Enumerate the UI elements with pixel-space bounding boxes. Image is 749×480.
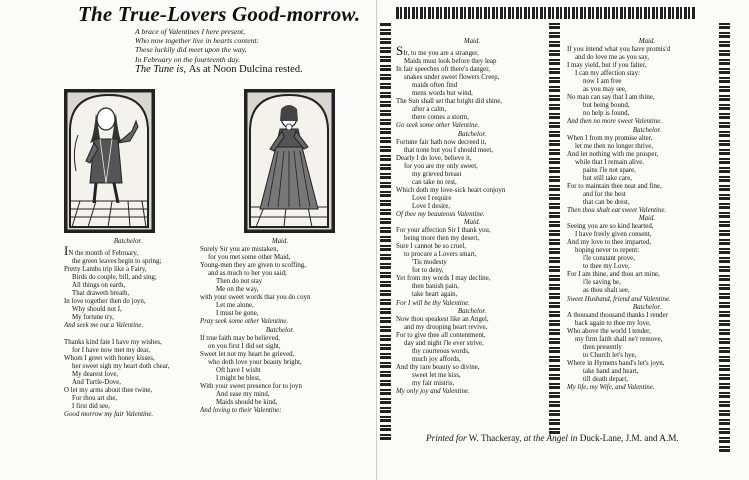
verse-line: mens words but wind, (412, 90, 473, 98)
verse-line: And thy rare beauty so divine, (396, 363, 480, 371)
verse-line: hoping never to repent: (575, 247, 640, 255)
verse-line: If you intend what you have promis'd (567, 46, 671, 54)
verse-line-text: N the month of February, (68, 250, 139, 258)
verse-line: Let me alone, (216, 302, 254, 310)
verse-line: then banish pain, (412, 283, 459, 291)
verse-line: Whom I greet with honey kisses, (64, 354, 155, 362)
intro-line: A brace of Valentines I here present, (135, 27, 246, 36)
refrain-line: Then thou shalt eat sweet Valentine. (567, 206, 667, 214)
verse-column-4 (567, 38, 727, 392)
ballad-title: The True-Lovers Good-morrow. (78, 2, 361, 26)
verse-line: Birds do couple, bill, and sing; (72, 274, 157, 282)
verse-line: Maids must look before they leap (404, 58, 497, 66)
verse-line: my grieved breast (412, 170, 462, 178)
refrain-line: And then no more sweet Valentine. (567, 118, 663, 126)
woman-woodcut-illustration (246, 91, 333, 231)
verse-line: In love together then do joyn, (64, 298, 146, 306)
verse-column-2 (200, 238, 360, 415)
verse-line: Pretty Lambs trip like a Fairy, (64, 266, 147, 274)
refrain-line: And seek me out a Valentine. (64, 322, 144, 330)
verse-line: The Sun shall set that bright did shine, (396, 98, 503, 106)
verse-line: no help is found, (583, 110, 630, 118)
verse-line: Sure I cannot be so cruel, (396, 243, 467, 251)
verse-line: I might be blest, (216, 374, 261, 382)
verse-line: For I am thine, and thou art mine, (567, 271, 660, 279)
speaker-heading: Batchelor. (113, 238, 143, 245)
verse-line: and my drooping heart revive, (404, 323, 488, 331)
refrain-line: Go seek some other Valentine. (396, 122, 480, 130)
verse-line: I can my affection stay: (575, 70, 640, 78)
verse-line: I have freely given consent, (575, 231, 652, 239)
verse-line: day and night i'le ever strive, (404, 339, 484, 347)
verse-line: Surely Sir you are mistaken, (200, 246, 279, 254)
verse-line: my firm faith shall ne'r remove, (575, 335, 663, 343)
verse-line: after a calm, (412, 106, 447, 114)
verse-line: Yet from my words I may decline, (396, 275, 491, 283)
ornamental-border-top (396, 7, 696, 19)
intro-verse (135, 27, 259, 64)
speaker-heading: Maid. (638, 38, 656, 45)
verse-line: Young-men they are given to scoffing, (200, 262, 306, 270)
verse-line: Love I desire, (412, 202, 451, 210)
verse-line: maids often find (412, 82, 458, 90)
verse-line: but still take care, (583, 174, 632, 182)
speaker-heading: Batchelor. (457, 130, 487, 138)
verse-line: take heart again, (412, 291, 458, 299)
verse-line: 'Tis modesty (412, 259, 447, 267)
verse-line: to thee my Love, (583, 263, 630, 271)
verse-line: For thou art she, (72, 394, 118, 402)
drop-cap: I (64, 243, 69, 259)
verse-line: back again to thee my love, (575, 319, 651, 327)
verse-line: No man can say that I am thine, (567, 94, 655, 102)
verse-line: pains i'le not spare, (583, 166, 636, 174)
verse-line: For your affection Sir I thank you, (396, 227, 491, 235)
verse-line: now I am free (583, 78, 622, 86)
stanza-gap (64, 331, 192, 339)
man-woodcut-illustration (66, 91, 153, 231)
verse-line: then presently (583, 343, 622, 351)
intro-line: These luckily did meet upon the way, (135, 45, 247, 55)
verse-line: Why should not I, (72, 306, 122, 314)
tune-line (135, 64, 303, 75)
verse-line: snakes under sweet flowers Creep, (404, 74, 500, 82)
verse-line: as thou shalt see, (583, 287, 630, 295)
verse-line: for you are my only sweet, (404, 162, 478, 170)
verse-line: And ease my mind, (216, 390, 270, 398)
verse-line: for I have now met my dear, (72, 346, 150, 354)
verse-line: For to maintain thee neat and fine, (567, 182, 662, 190)
verse-line: Oft have I wisht (216, 366, 261, 374)
woman-woodcut (244, 89, 335, 233)
verse-line: and do love me as you say, (575, 54, 649, 62)
verse-line: I first did see, (72, 402, 110, 410)
verse-line: Which doth my love-sick heart conjoyn (396, 186, 506, 194)
speaker-heading: Batchelor. (632, 303, 662, 311)
verse-line: my fair mistris, (412, 379, 455, 387)
verse-line: as you may see, (583, 86, 627, 94)
verse-line: for to deny, (412, 267, 444, 275)
refrain-line: Sweet Husband, friend and Valentine. (567, 295, 671, 303)
verse-line: Fortune fair hath now decreed it, (396, 138, 487, 146)
speaker-heading: Maid. (463, 38, 481, 45)
verse-line: When I from my promise alter, (567, 134, 653, 142)
verse-line: With your sweet presence for to joyn (200, 382, 302, 390)
refrain-line: My only joy and Valentine. (396, 388, 470, 396)
verse-line: Then do not stay (216, 278, 263, 286)
verse-line: I must be gone, (216, 310, 259, 318)
verse-line: to Church let's hye, (583, 351, 637, 359)
verse-line: A thousand thousand thanks I render (567, 311, 668, 319)
verse-line: Love I require (412, 194, 452, 202)
verse-line: I may yield, but if you falter, (567, 62, 647, 70)
verse-line: And my love to thee imparted, (567, 239, 652, 247)
verse-line: If true faith may be believed, (200, 334, 280, 342)
verse-line: i'le saving be, (583, 279, 621, 287)
refrain-line: And loving to their Valentine: (200, 406, 282, 414)
verse-line: My fortune try, (72, 314, 114, 322)
page-fold (376, 0, 377, 480)
speaker-heading: Maid. (638, 215, 656, 223)
verse-line: For to give thee all contentment, (396, 331, 486, 339)
refrain-line: Good morrow my fair Valentine. (64, 410, 154, 418)
ornamental-border-middle (549, 22, 560, 434)
verse-line: till death depart, (583, 375, 628, 383)
refrain-line: Of thee my beauteous Valentine. (396, 210, 485, 218)
verse-line: but being bound, (583, 102, 630, 110)
drop-cap: S (396, 43, 404, 59)
verse-line: let me then no longer thrive, (575, 142, 654, 150)
refrain-line: For I will be thy Valentine. (396, 299, 470, 307)
verse-line: In fair speeches oft there's danger, (396, 66, 490, 74)
verse-line: Where in Hymens band's let's joyn, (567, 359, 665, 367)
speaker-heading: Batchelor. (265, 326, 295, 334)
verse-line: Thanks kind fate I have my wishes, (64, 338, 162, 346)
verse-line-text: Ir, to me you are a stranger, (403, 50, 479, 58)
verse-line: while that I remain alive. (575, 158, 645, 166)
verse-line: Sweet let not my heart be grieved, (200, 350, 295, 358)
verse-line: Maids should be kind, (216, 398, 278, 406)
verse-line: Me on the way, (216, 286, 259, 294)
intro-line: Who now together live in hearts content: (135, 36, 260, 46)
verse-line: Who above the world I tender, (567, 327, 651, 335)
verse-line: that can be drest, (583, 198, 630, 206)
speaker-heading: Batchelor. (457, 307, 487, 315)
verse-line: to procure a Lovers smart, (404, 251, 477, 259)
ornamental-border-left (380, 22, 391, 440)
verse-line: O let my arms about thee twine, (64, 386, 153, 394)
verse-line: Now thou speakest like an Angel, (396, 315, 489, 323)
speaker-heading: Maid. (463, 219, 481, 227)
verse-line: for you met some other Maid, (208, 254, 291, 262)
imprint-sign: at the Angel in (523, 433, 578, 443)
man-woodcut (64, 89, 155, 233)
verse-line: And let nothing with me prosper, (567, 150, 659, 158)
verse-line: take hand and heart, (583, 367, 639, 375)
verse-column-1 (64, 238, 192, 419)
verse-line: being more then my desert, (404, 235, 480, 243)
imprint-printed-for: Printed for (426, 433, 467, 443)
verse-column-3 (396, 38, 548, 396)
verse-line: All things on earth, (72, 282, 126, 290)
verse-line: who doth love your beauty bright, (208, 358, 302, 366)
printer-imprint (426, 433, 679, 443)
verse-line: Dearly I do love, believe it, (396, 154, 472, 162)
tune-lead: The Tune is, (135, 64, 187, 75)
verse-line: can take no rest, (412, 178, 457, 186)
speaker-heading: Maid. (271, 238, 289, 245)
verse-line: Seeing you are so kind hearted, (567, 223, 654, 231)
verse-line: That draweth breath, (72, 290, 130, 298)
imprint-printer-name: W. Thackeray, (468, 433, 522, 443)
verse-line: i'le constant prove, (583, 255, 635, 263)
refrain-line: Pray seek some other Valentine. (200, 318, 289, 326)
verse-line: My dearest love, (72, 370, 119, 378)
verse-line: and for the best (583, 190, 626, 198)
verse-line: her sweet sigh my heart doth chear, (72, 362, 170, 370)
verse-line: sweet let me kiss, (412, 371, 461, 379)
speaker-heading: Batchelor. (632, 126, 662, 134)
imprint-address: Duck-Lane, J.M. and A.M. (579, 433, 679, 443)
verse-line: there comes a storm, (412, 114, 470, 122)
verse-line: the green leaves begin to spring; (72, 258, 162, 266)
verse-line: and as much to her you said; (208, 270, 287, 278)
verse-line: on you first I did set sight, (208, 342, 281, 350)
verse-line (64, 243, 192, 259)
verse-line: that none but you I should meet, (404, 146, 493, 154)
verse-line: with your sweet words that you do coyn (200, 294, 311, 302)
refrain-line: My life, my Wife, and Valentine. (567, 384, 655, 392)
verse-line: much joy affords, (412, 355, 461, 363)
verse-line: thy courteous words, (412, 347, 470, 355)
intro-line: In February on the fourteenth day. (135, 54, 241, 64)
verse-line (396, 43, 548, 59)
verse-line: And Turtle-Dove, (72, 378, 122, 386)
tune-name: As at Noon Dulcina rested. (188, 64, 303, 75)
